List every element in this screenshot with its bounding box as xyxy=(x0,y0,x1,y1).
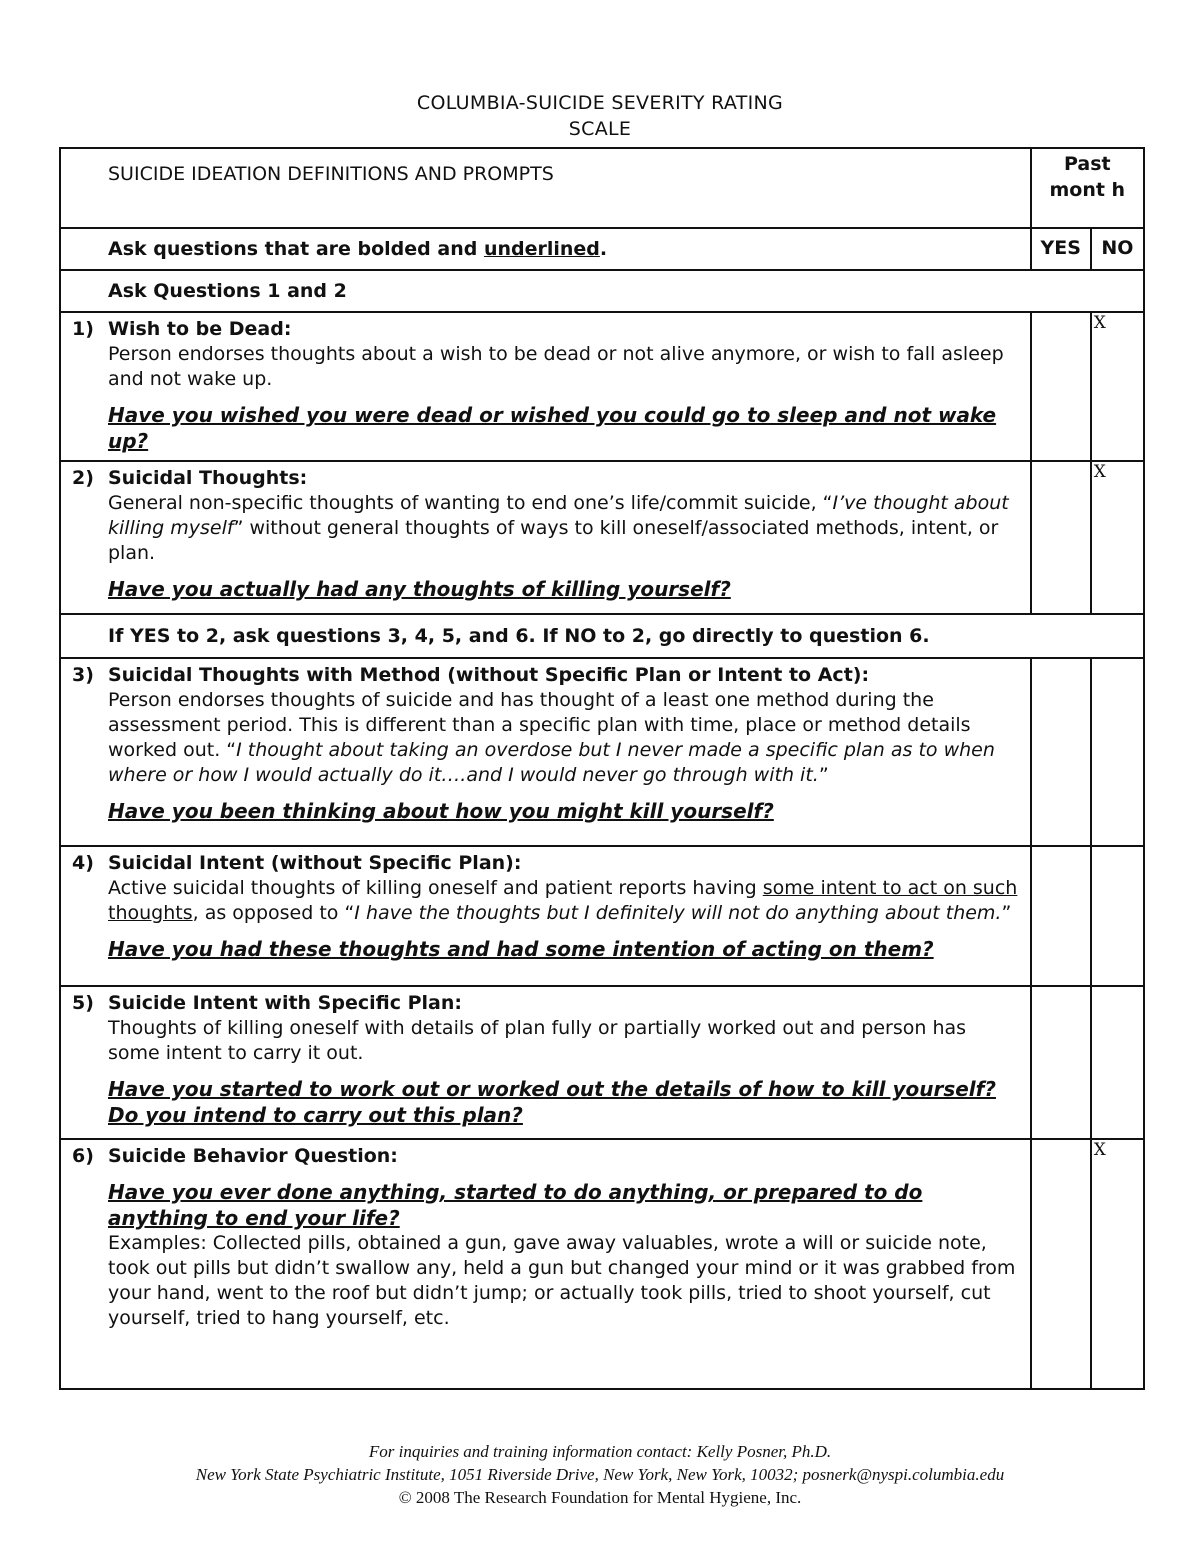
question-5-prompt: Have you started to work out or worked out the details of how to kill yourself? Do you intend to carry out this plan? xyxy=(108,1077,996,1127)
question-6-no-cell[interactable] xyxy=(1091,1139,1144,1389)
question-4-no-cell[interactable] xyxy=(1091,846,1144,986)
footer-contact: For inquiries and training information contact: Kelly Posner, Ph.D. xyxy=(368,1442,832,1461)
conditional-instruction: If YES to 2, ask questions 3, 4, 5, and 6. If NO to 2, go directly to question 6. xyxy=(108,625,930,647)
conditional-row xyxy=(60,614,1144,658)
question-3-yes-cell[interactable] xyxy=(1031,658,1091,846)
question-4-number: 4) xyxy=(72,852,94,874)
yes-column-header: YES xyxy=(1040,237,1081,259)
document-title xyxy=(0,90,1200,142)
question-3-row xyxy=(60,658,1144,846)
instruction-row xyxy=(60,228,1144,270)
question-4-title: Suicidal Intent (without Specific Plan): xyxy=(108,852,522,874)
question-1-no-cell[interactable] xyxy=(1091,312,1144,461)
question-2-no-mark: X xyxy=(1093,462,1106,482)
question-4-prompt: Have you had these thoughts and had some intention of acting on them? xyxy=(108,937,934,961)
rating-table xyxy=(59,147,1145,1390)
title-line-2: SCALE xyxy=(568,118,632,140)
footer-copyright: © 2008 The Research Foundation for Mental Hygiene, Inc. xyxy=(398,1488,802,1507)
question-6-no-mark: X xyxy=(1093,1140,1106,1160)
question-5-number: 5) xyxy=(72,992,94,1014)
question-4-yes-cell[interactable] xyxy=(1031,846,1091,986)
question-5-title: Suicide Intent with Specific Plan: xyxy=(108,992,462,1014)
question-2-title: Suicidal Thoughts: xyxy=(108,467,308,489)
title-line-1: COLUMBIA-SUICIDE SEVERITY RATING xyxy=(416,92,784,114)
question-2-row xyxy=(60,461,1144,614)
question-6-number: 6) xyxy=(72,1145,94,1167)
question-4-description: Active suicidal thoughts of killing oneself and patient reports having some intent to act on such thoughts, as opposed to “I have the thoughts but I definitely will not do anything about them.” xyxy=(108,877,1018,924)
question-3-no-cell[interactable] xyxy=(1091,658,1144,846)
instruction-text: Ask questions that are bolded and underlined. xyxy=(108,238,608,260)
question-3-title: Suicidal Thoughts with Method (without Specific Plan or Intent to Act): xyxy=(108,664,870,686)
ask-questions-row xyxy=(60,270,1144,312)
question-2-number: 2) xyxy=(72,467,94,489)
question-1-title: Wish to be Dead: xyxy=(108,318,292,340)
question-2-no-cell[interactable] xyxy=(1091,461,1144,614)
no-column-header: NO xyxy=(1101,237,1134,259)
question-1-prompt: Have you wished you were dead or wished you could go to sleep and not wake up? xyxy=(108,403,997,453)
question-3-number: 3) xyxy=(72,664,94,686)
question-6-prompt: Have you ever done anything, started to do anything, or prepared to do anything to end your life? xyxy=(108,1180,923,1230)
question-5-row xyxy=(60,986,1144,1139)
question-2-description: General non-specific thoughts of wanting to end one’s life/commit suicide, “I’ve thought about killing myself” without general thoughts of ways to kill oneself/associated methods, intent, or plan. xyxy=(108,492,1009,564)
question-5-yes-cell[interactable] xyxy=(1031,986,1091,1139)
question-6-yes-cell[interactable] xyxy=(1031,1139,1091,1389)
question-2-yes-cell[interactable] xyxy=(1031,461,1091,614)
question-6-examples-1: Examples: Collected pills, obtained a gun, gave away valuables, wrote a will or suicide note, xyxy=(108,1232,987,1254)
question-1-no-mark: X xyxy=(1093,313,1106,333)
section-heading: SUICIDE IDEATION DEFINITIONS AND PROMPTS xyxy=(108,163,554,185)
question-5-no-cell[interactable] xyxy=(1091,986,1144,1139)
footer xyxy=(0,1440,1200,1509)
question-1-row xyxy=(60,312,1144,461)
question-4-row xyxy=(60,846,1144,986)
question-6-row xyxy=(60,1139,1144,1389)
section-header-row xyxy=(60,148,1144,228)
ask-questions-1-2: Ask Questions 1 and 2 xyxy=(108,280,347,302)
question-6-examples-2: took out pills but didn’t swallow any, held a gun but changed your mind or it was grabbed from your hand, went to the roof but didn’t jump; or actually took pills, tried to shoot yourself, cut yourself, tried to hang yourself, etc. xyxy=(108,1257,1016,1329)
question-3-description: Person endorses thoughts of suicide and has thought of a least one method during the assessment period. This is different than a specific plan with time, place or method details worked out. “I thought about taking an overdose but I never made a specific plan as to when where or how I would actually do it….and I would never go through with it.” xyxy=(108,689,995,786)
question-2-prompt: Have you actually had any thoughts of killing yourself? xyxy=(108,577,731,601)
question-1-description: Person endorses thoughts about a wish to be dead or not alive anymore, or wish to fall asleep and not wake up. xyxy=(108,343,1004,390)
footer-address: New York State Psychiatric Institute, 1051 Riverside Drive, New York, New York, 10032; posnerk@nyspi.columbia.edu xyxy=(195,1465,1005,1484)
question-5-description: Thoughts of killing oneself with details of plan fully or partially worked out and person has some intent to carry it out. xyxy=(108,1017,967,1064)
question-6-title: Suicide Behavior Question: xyxy=(108,1145,398,1167)
past-month-heading: Past mont h xyxy=(1049,153,1126,201)
question-1-number: 1) xyxy=(72,318,94,340)
question-3-prompt: Have you been thinking about how you might kill yourself? xyxy=(108,799,774,823)
question-1-yes-cell[interactable] xyxy=(1031,312,1091,461)
